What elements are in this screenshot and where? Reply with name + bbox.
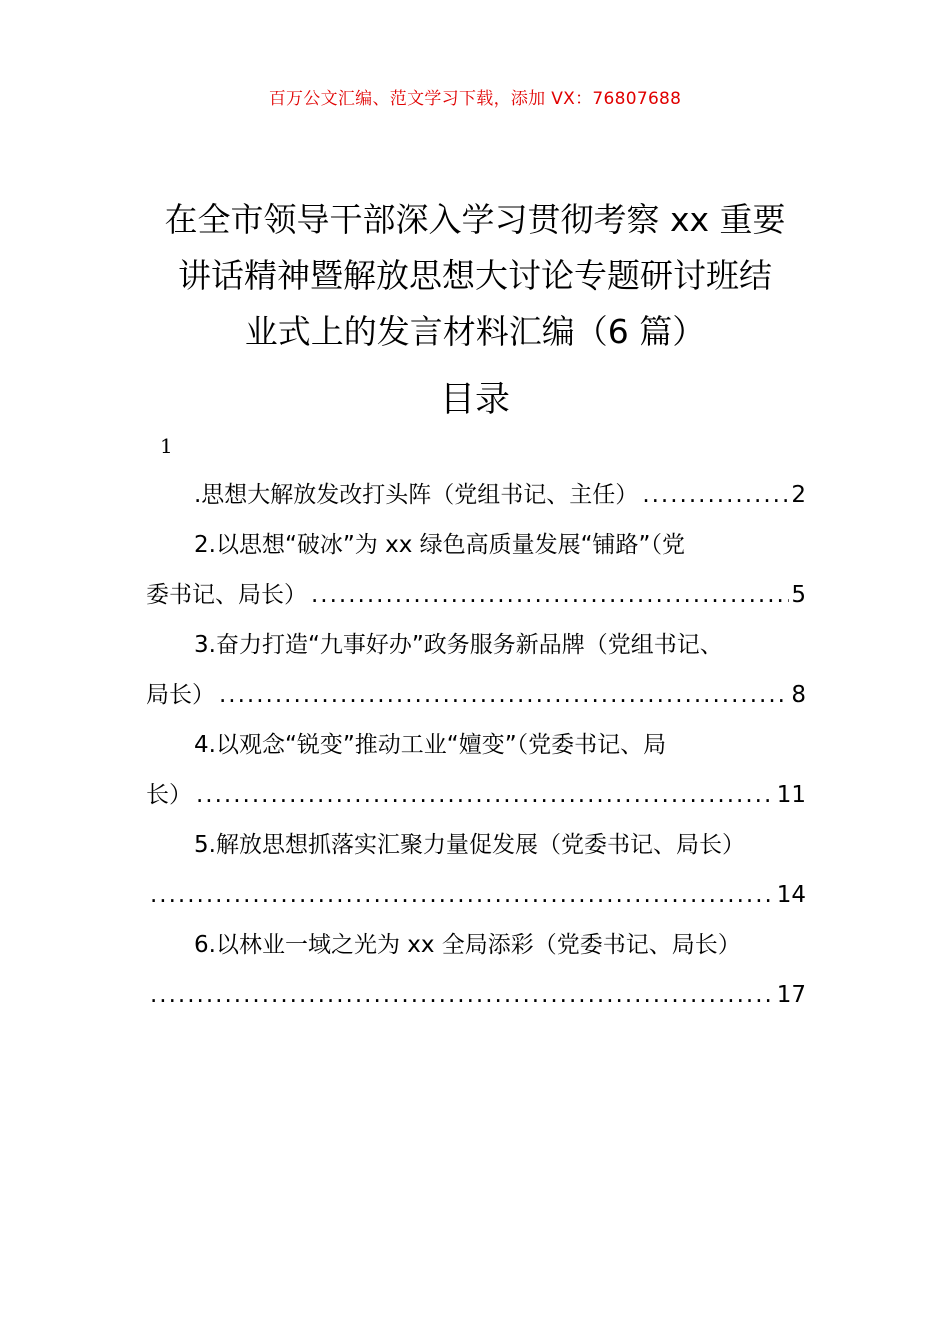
table-of-contents bbox=[146, 470, 806, 1020]
toc-leader-dots bbox=[311, 570, 789, 620]
toc-leader-dots bbox=[642, 470, 789, 520]
toc-entry-title: 5.解放思想抓落实汇聚力量促发展（党委书记、局长） bbox=[194, 832, 745, 858]
toc-heading: 目录 bbox=[439, 380, 510, 420]
toc-entry-title: 2.以思想“破冰”为 xx 绿色高质量发展“铺路”（党 bbox=[194, 532, 685, 558]
toc-leader-dots bbox=[150, 970, 775, 1020]
toc-page-number: 8 bbox=[791, 682, 806, 708]
toc-leader-dots bbox=[196, 770, 775, 820]
toc-entry[interactable] bbox=[146, 820, 806, 920]
toc-page-number: 14 bbox=[776, 882, 806, 908]
toc-page-number: 2 bbox=[791, 482, 806, 508]
title-line: 在全市领导干部深入学习贯彻考察 xx 重要 bbox=[164, 200, 786, 240]
header-note: 百万公文汇编、范文学习下载，添加 VX：76807688 bbox=[268, 89, 682, 109]
title-line: 讲话精神暨解放思想大讨论专题研讨班结 bbox=[178, 256, 772, 296]
toc-entry-title: .思想大解放发改打头阵（党组书记、主任） bbox=[194, 482, 639, 508]
stray-number: 1 bbox=[160, 434, 173, 458]
document-title bbox=[140, 192, 810, 360]
toc-entry-title: 3.奋力打造“九事好办”政务服务新品牌（党组书记、 bbox=[194, 632, 723, 658]
toc-entry-title: 4.以观念“锐变”推动工业“嬗变”（党委书记、局 bbox=[194, 732, 667, 758]
toc-page-number: 17 bbox=[776, 982, 806, 1008]
toc-page-number: 5 bbox=[791, 582, 806, 608]
toc-leader-dots bbox=[150, 870, 775, 920]
title-line: 业式上的发言材料汇编（6 篇） bbox=[244, 312, 706, 352]
toc-entry[interactable] bbox=[146, 920, 806, 1020]
toc-entry-title-continued: 长） bbox=[146, 782, 192, 808]
toc-entry-title: 6.以林业一域之光为 xx 全局添彩（党委书记、局长） bbox=[194, 932, 741, 958]
toc-entry-title-continued: 委书记、局长） bbox=[146, 582, 307, 608]
toc-entry-title-continued: 局长） bbox=[146, 682, 215, 708]
toc-entry[interactable] bbox=[146, 470, 806, 520]
toc-leader-dots bbox=[219, 670, 789, 720]
toc-entry[interactable] bbox=[146, 520, 806, 620]
toc-page-number: 11 bbox=[776, 782, 806, 808]
toc-entry[interactable] bbox=[146, 720, 806, 820]
toc-entry[interactable] bbox=[146, 620, 806, 720]
